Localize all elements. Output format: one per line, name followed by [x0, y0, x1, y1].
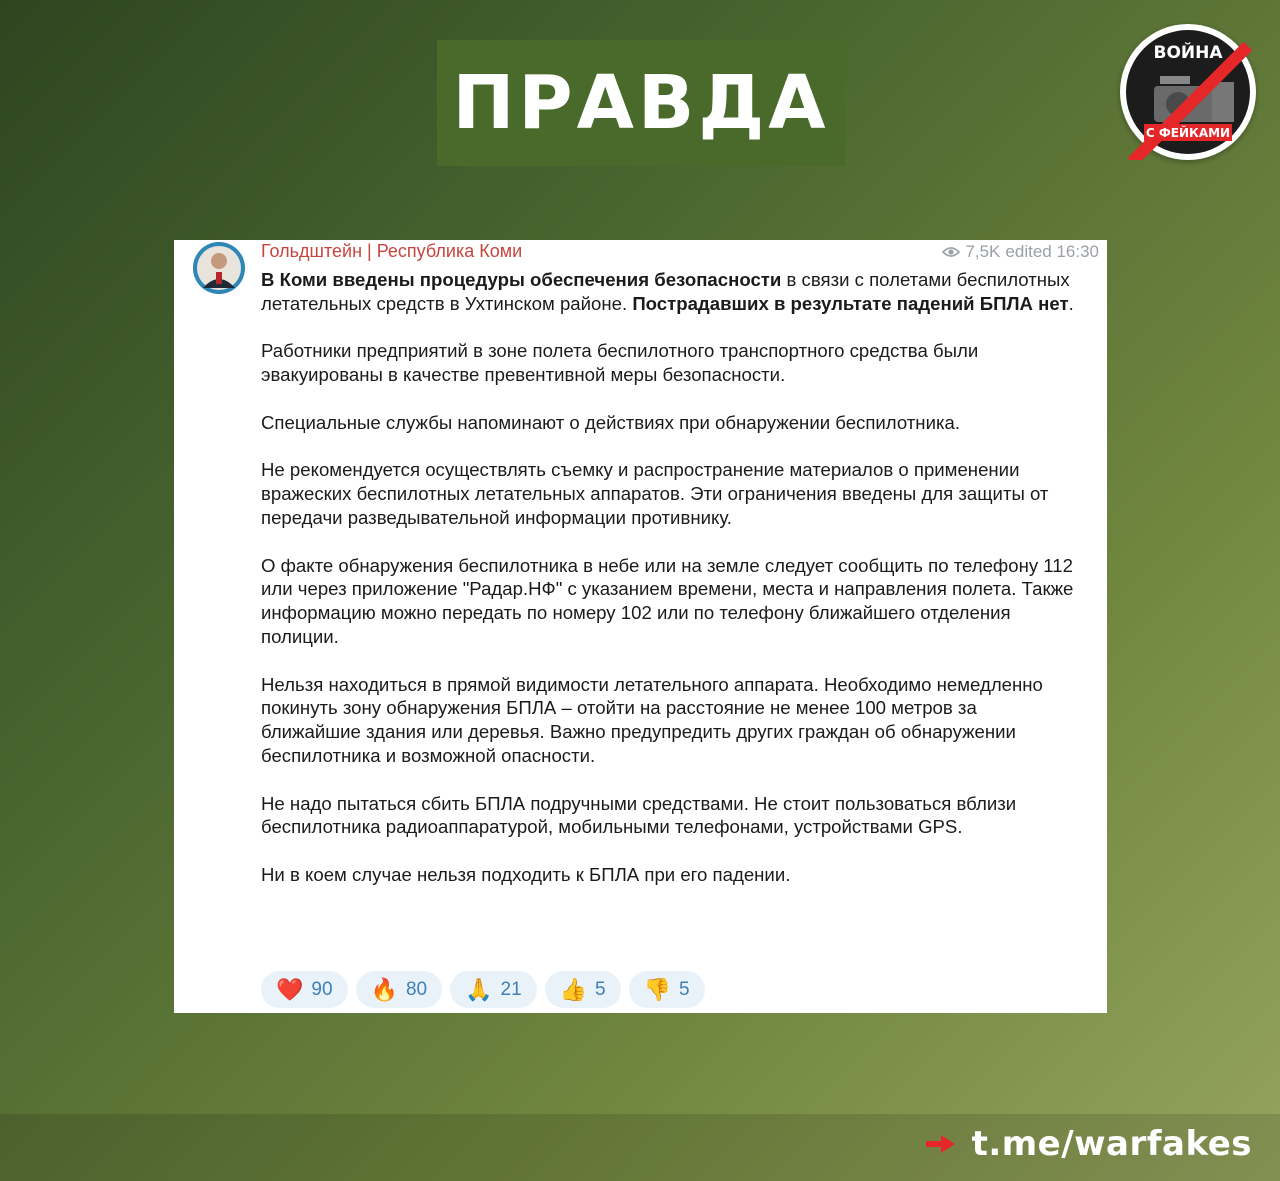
reaction-count: 90	[311, 978, 333, 1000]
footer-link-text[interactable]: t.me/warfakes	[971, 1124, 1252, 1164]
post-paragraph	[261, 339, 1081, 387]
post-meta	[942, 242, 1099, 262]
reaction-button[interactable]	[545, 971, 621, 1008]
svg-text:ВОЙНА: ВОЙНА	[1153, 43, 1223, 63]
heart-icon: ❤️	[276, 976, 304, 1002]
text-run: Не надо пытаться сбить БПЛА подручными средствами. Не стоит пользоваться вблизи беспилотника радиоаппаратурой, мобильными телефонами, устройствами GPS.	[261, 792, 1017, 838]
text-run: О факте обнаружения беспилотника в небе или на земле следует сообщить по телефону 112 или через приложение "Радар.НФ" с указанием времени, места и направления полета. Также информацию можно передать по номеру 102 или по телефону ближайшего отделения полиции.	[261, 554, 1074, 647]
reaction-button[interactable]	[450, 971, 537, 1008]
reaction-count: 21	[500, 978, 522, 1000]
reaction-count: 80	[405, 978, 428, 1000]
text-run: .	[1068, 292, 1074, 314]
bold-text: В Коми введены процедуры обеспечения безопасности	[261, 269, 782, 290]
edited-time: edited 16:30	[1005, 242, 1099, 261]
title-banner	[437, 40, 845, 166]
text-run: Нельзя находиться в прямой видимости летательного аппарата. Необходимо немедленно покинуть зону обнаружения БПЛА – отойти на расстояние не менее 100 метров за ближайшие здания или деревья. Важно предупредить других граждан об обнаружении беспилотника и возможной опасности.	[261, 673, 1043, 766]
bold-text: Пострадавших в результате падений БПЛА нет	[632, 292, 1069, 314]
post-paragraph	[261, 458, 1081, 529]
view-count: 7,5K	[965, 242, 1001, 261]
reaction-count: 5	[595, 978, 606, 1000]
reaction-button[interactable]	[261, 971, 348, 1008]
badge-icon	[1120, 24, 1256, 160]
telegram-post-card	[174, 240, 1107, 1013]
thumbs-up-icon: 👍	[559, 976, 588, 1002]
text-run: в связи с полетами беспилотных летательных средств в Ухтинском районе.	[261, 269, 1070, 314]
channel-badge-logo	[1120, 24, 1256, 160]
post-paragraph	[261, 863, 1081, 887]
eye-icon	[942, 246, 960, 258]
author-avatar[interactable]	[193, 242, 245, 294]
post-author[interactable]: Гольдштейн | Республика Коми	[261, 241, 523, 261]
reaction-button[interactable]	[356, 971, 443, 1008]
footer-link[interactable]	[926, 1124, 1252, 1164]
reactions-bar	[261, 971, 705, 1008]
fire-icon: 🔥	[370, 976, 398, 1002]
post-paragraph	[261, 792, 1081, 840]
svg-text:С ФЕЙКАМИ: С ФЕЙКАМИ	[1145, 126, 1231, 140]
thumbs-down-icon: 👎	[643, 976, 672, 1002]
text-run: Специальные службы напоминают о действиях при обнаружении беспилотника.	[261, 411, 961, 433]
post-paragraph	[261, 411, 1081, 435]
banner-title: ПРАВДА	[452, 60, 830, 146]
post-text	[261, 268, 1081, 911]
text-run: Работники предприятий в зоне полета беспилотного транспортного средства были эвакуированы в качестве превентивной меры безопасности.	[261, 340, 979, 386]
reaction-count: 5	[679, 978, 690, 1000]
pray-icon: 🙏	[465, 976, 493, 1002]
post-paragraph	[261, 673, 1081, 768]
reaction-button[interactable]	[629, 971, 705, 1008]
text-run: Ни в коем случае нельзя подходить к БПЛА при его падении.	[261, 863, 791, 885]
text-run: Не рекомендуется осуществлять съемку и распространение материалов о применении вражеских беспилотных летательных аппаратов. Эти ограничения введены для защиты от передачи разведывательной информации противнику.	[261, 459, 1049, 528]
post-paragraph	[261, 554, 1081, 649]
arrow-right-icon	[926, 1134, 956, 1154]
post-paragraph	[261, 268, 1081, 316]
